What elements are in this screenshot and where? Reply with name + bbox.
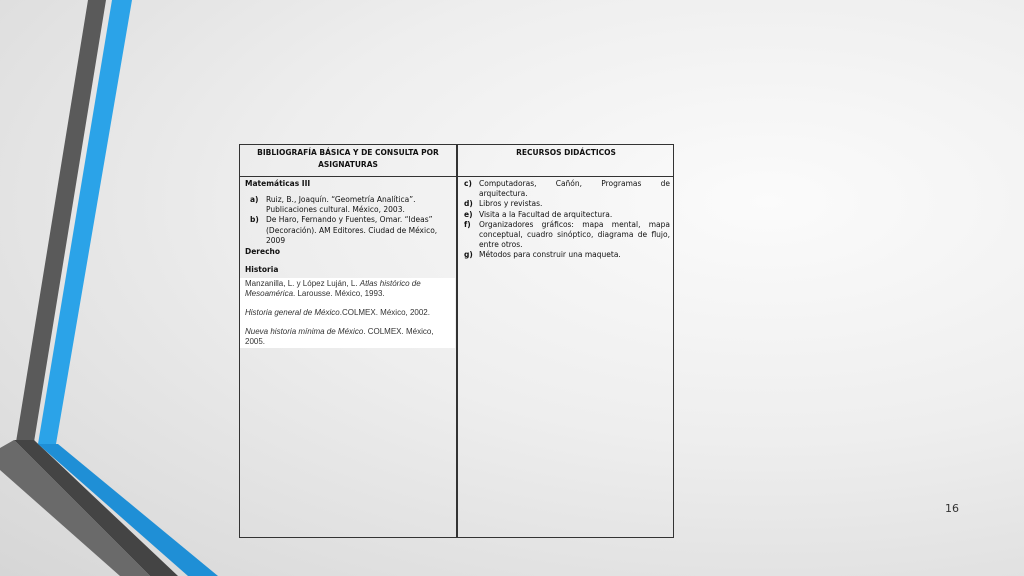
subject-matematicas: Matemáticas III <box>245 179 311 188</box>
syllabus-table <box>239 144 674 538</box>
item-marker: g) <box>464 250 473 260</box>
item-marker: f) <box>464 219 471 229</box>
dark-diagonal-stripe <box>14 440 178 576</box>
slide-number: 16 <box>945 502 959 515</box>
item-text: De Haro, Fernando y Fuentes, Omar. “Ideas” (Decoración). AM Editores. Ciudad de México, 2009 <box>266 215 438 245</box>
column-divider <box>456 145 458 537</box>
item-text: Métodos para construir una maqueta. <box>479 250 621 260</box>
item-text: Ruiz, B., Joaquín. “Geometría Analítica”. Publicaciones cultural. México, 2003. <box>266 195 416 215</box>
item-marker: c) <box>464 179 472 188</box>
list-item <box>464 179 670 199</box>
list-item <box>464 250 670 260</box>
header-bibliography: BIBLIOGRAFÍA BÁSICA Y DE CONSULTA POR ASIGNATURAS <box>257 148 439 169</box>
subject-derecho: Derecho <box>245 247 281 257</box>
reference-item: Historia general de México.COLMEX. México, 2002. <box>245 308 430 317</box>
reference-item: Nueva historia mínima de México. COLMEX. México, 2005. <box>245 327 434 346</box>
subject-historia: Historia <box>245 265 279 275</box>
list-item <box>245 215 451 246</box>
item-text: Organizadores gráficos: mapa mental, mapa conceptual, cuadro sinóptico, diagrama de flujo, entre otros. <box>479 219 670 250</box>
list-item <box>464 210 670 220</box>
list-item <box>464 199 670 209</box>
bibliography-column <box>245 179 451 275</box>
item-marker: d) <box>464 199 473 209</box>
resources-column <box>464 179 670 261</box>
item-marker: a) <box>250 195 259 204</box>
history-references <box>240 278 455 348</box>
list-item <box>245 195 451 215</box>
item-marker: b) <box>250 215 259 225</box>
item-text: Computadoras, Cañón, Programas de arquitectura. <box>479 179 670 199</box>
item-text: Libros y revistas. <box>479 199 543 209</box>
header-resources: RECURSOS DIDÁCTICOS <box>516 148 616 157</box>
item-text: Visita a la Facultad de arquitectura. <box>479 209 613 219</box>
item-marker: e) <box>464 209 473 219</box>
reference-item: Manzanilla, L. y López Luján, L. Atlas histórico de Mesoamérica. Larousse. México, 1993. <box>245 279 421 298</box>
list-item <box>464 220 670 251</box>
